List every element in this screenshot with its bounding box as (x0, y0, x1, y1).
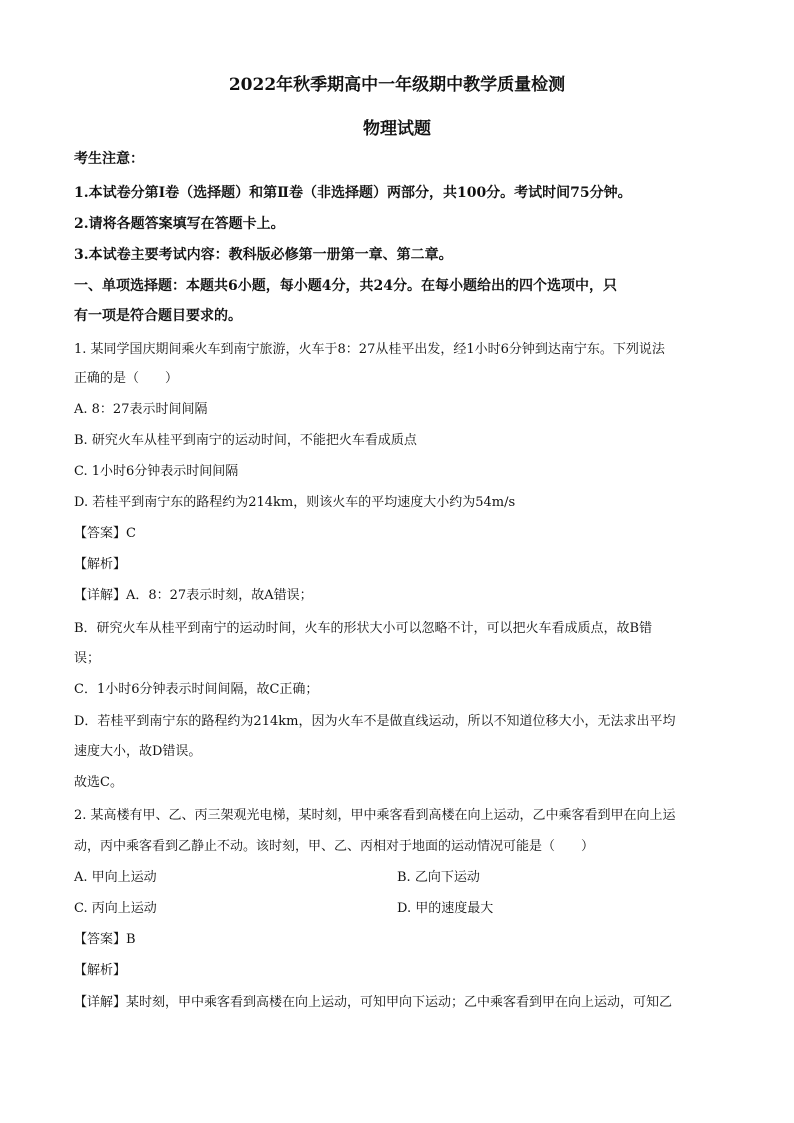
q2-option-a: A. 甲向上运动 (74, 870, 157, 885)
section-heading-line1: 一、单项选择题：本题共6小题，每小题4分，共24分。在每小题给出的四个选项中，只 (74, 278, 617, 294)
exam-title: 2022年秋季期高中一年级期中教学质量检测 (228, 75, 566, 95)
q1-detail-line4: C．1小时6分钟表示时间间隔，故C正确； (74, 682, 319, 697)
section-heading-line2: 有一项是符合题目要求的。 (74, 308, 242, 324)
q1-detail-line1: 【详解】A．8：27表示时刻，故A错误； (74, 588, 313, 603)
q2-option-c: C. 丙向上运动 (74, 901, 157, 916)
exam-subject: 物理试题 (363, 119, 431, 139)
q2-detail-line1: 【详解】某时刻，甲中乘客看到高楼在向上运动，可知甲向下运动；乙中乘客看到甲在向上运动，可知乙 (74, 995, 673, 1010)
q2-option-d: D. 甲的速度最大 (397, 901, 494, 916)
q1-detail-line3: 误； (74, 651, 101, 666)
q1-detail-line6: 速度大小，故D错误。 (74, 744, 202, 759)
notice-item-3: 3.本试卷主要考试内容：教科版必修第一册第一章、第二章。 (74, 247, 453, 263)
q1-option-a: A. 8：27表示时间间隔 (74, 402, 208, 417)
q1-option-d: D. 若桂平到南宁东的路程约为214km，则该火车的平均速度大小约为54m/s (74, 495, 516, 510)
q1-detail-line5: D．若桂平到南宁东的路程约为214km，因为火车不是做直线运动，所以不知道位移大小，无法求出平均 (74, 714, 676, 729)
q1-stem-line1: 1. 某同学国庆期间乘火车到南宁旅游，火车于8：27从桂平出发，经1小时6分钟到达南宁东。下列说法 (74, 342, 665, 357)
q2-option-b: B. 乙向下运动 (397, 870, 480, 885)
q2-answer: 【答案】B (74, 932, 136, 947)
q1-conclusion: 故选C。 (74, 775, 123, 790)
q1-analysis-label: 【解析】 (74, 557, 127, 572)
q1-stem-line2: 正确的是（ ） (74, 371, 179, 386)
notice-item-2: 2.请将各题答案填写在答题卡上。 (74, 216, 285, 232)
notice-item-1: 1.本试卷分第Ⅰ卷（选择题）和第Ⅱ卷（非选择题）两部分，共100分。考试时间75分钟。 (74, 185, 632, 201)
q1-answer: 【答案】C (74, 526, 136, 541)
notice-heading: 考生注意： (74, 151, 144, 167)
q1-option-c: C. 1小时6分钟表示时间间隔 (74, 464, 239, 479)
q2-stem-line2: 动，丙中乘客看到乙静止不动。该时刻，甲、乙、丙相对于地面的运动情况可能是（ ） (74, 839, 595, 854)
q1-detail-line2: B．研究火车从桂平到南宁的运动时间，火车的形状大小可以忽略不计，可以把火车看成质点，故B错 (74, 621, 653, 636)
q2-analysis-label: 【解析】 (74, 963, 127, 978)
q2-stem-line1: 2. 某高楼有甲、乙、丙三架观光电梯，某时刻，甲中乘客看到高楼在向上运动，乙中乘客看到甲在向上运 (74, 808, 676, 823)
q1-option-b: B. 研究火车从桂平到南宁的运动时间，不能把火车看成质点 (74, 433, 417, 448)
